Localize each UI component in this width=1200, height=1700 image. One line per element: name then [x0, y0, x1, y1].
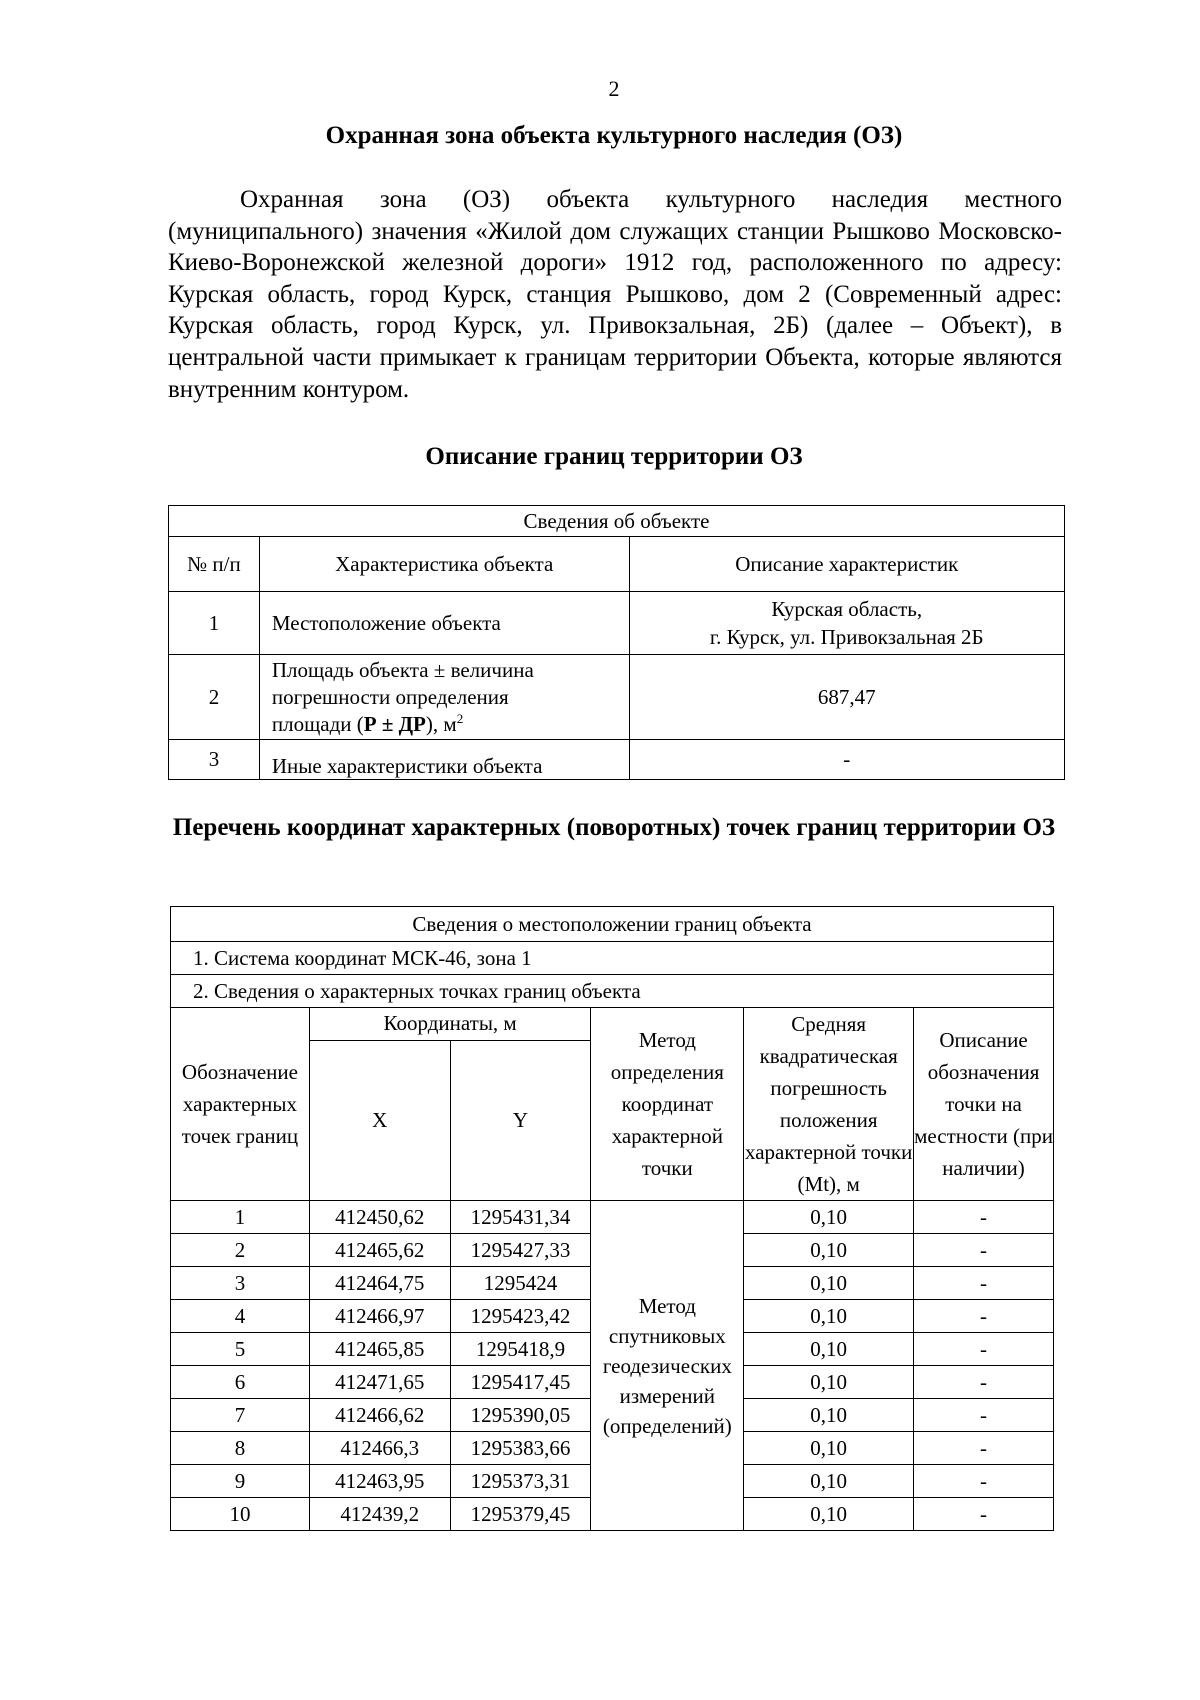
point-x: 412466,62	[309, 1399, 450, 1432]
point-description: -	[914, 1366, 1054, 1399]
point-x: 412439,2	[309, 1498, 450, 1531]
point-y: 1295427,33	[450, 1234, 591, 1267]
point-x: 412465,62	[309, 1234, 450, 1267]
point-y: 1295390,05	[450, 1399, 591, 1432]
header-characteristic: Характеристика объекта	[259, 537, 629, 592]
header-point-description: Описание обозначения точки на местности (при наличии)	[914, 1008, 1054, 1201]
point-number: 7	[171, 1399, 310, 1432]
point-description: -	[914, 1432, 1054, 1465]
point-description: -	[914, 1465, 1054, 1498]
point-description: -	[914, 1399, 1054, 1432]
intro-paragraph	[168, 184, 1062, 405]
object-row-area	[169, 655, 1065, 740]
point-number: 9	[171, 1465, 310, 1498]
coords-system-row	[171, 942, 1054, 975]
location-line-1: Курская область,	[771, 597, 923, 621]
point-error: 0,10	[744, 1267, 914, 1300]
header-y: Y	[450, 1040, 591, 1200]
location-line-2: г. Курск, ул. Привокзальная 2Б	[709, 625, 984, 649]
point-description: -	[914, 1234, 1054, 1267]
point-y: 1295417,45	[450, 1366, 591, 1399]
coords-caption-row	[171, 907, 1054, 942]
point-error: 0,10	[744, 1366, 914, 1399]
row-number: 1	[169, 592, 260, 655]
point-x: 412471,65	[309, 1366, 450, 1399]
header-coordinates: Координаты, м	[309, 1008, 591, 1041]
object-row-other	[169, 740, 1065, 780]
point-number: 3	[171, 1267, 310, 1300]
object-row-location	[169, 592, 1065, 655]
point-x: 412450,62	[309, 1201, 450, 1234]
point-x: 412464,75	[309, 1267, 450, 1300]
point-number: 1	[171, 1201, 310, 1234]
point-method: Метод спутниковых геодезических измерений (определений)	[591, 1201, 744, 1531]
section-title-boundaries: Описание границ территории ОЗ	[425, 443, 803, 470]
point-x: 412466,3	[309, 1432, 450, 1465]
coords-points-caption-row	[171, 975, 1054, 1008]
area-unit-superscript: 2	[456, 710, 464, 726]
area-label-prefix: площади (	[271, 711, 364, 736]
header-x: X	[309, 1040, 450, 1200]
point-error: 0,10	[744, 1333, 914, 1366]
point-y: 1295379,45	[450, 1498, 591, 1531]
area-label-suffix: ), м	[425, 711, 457, 736]
point-x: 412463,95	[309, 1465, 450, 1498]
section-title-coordinates: Перечень координат характерных (поворотных) точек границ территории ОЗ	[172, 814, 1056, 841]
coords-header-row-1	[171, 1008, 1054, 1041]
area-label-line-3	[272, 711, 629, 738]
point-description: -	[914, 1300, 1054, 1333]
point-y: 1295373,31	[450, 1465, 591, 1498]
area-label-line-1: Площадь объекта ± величина	[271, 657, 534, 682]
object-info-table	[168, 505, 1065, 780]
points-caption: 2. Сведения о характерных точках границ объекта	[171, 975, 1054, 1008]
point-y: 1295431,34	[450, 1201, 591, 1234]
row-number: 3	[169, 740, 260, 780]
point-y: 1295418,9	[450, 1333, 591, 1366]
point-error: 0,10	[744, 1399, 914, 1432]
object-table-header-row	[169, 537, 1065, 592]
header-description: Описание характеристик	[629, 537, 1064, 592]
header-method: Метод определения координат характерной точки	[591, 1008, 744, 1201]
point-x: 412465,85	[309, 1333, 450, 1366]
point-y: 1295424	[450, 1267, 591, 1300]
area-label-line-2: погрешности определения	[271, 684, 509, 709]
object-table-caption: Сведения об объекте	[169, 506, 1065, 537]
coords-table-caption: Сведения о местоположении границ объекта	[171, 907, 1054, 942]
point-number: 2	[171, 1234, 310, 1267]
point-description: -	[914, 1498, 1054, 1531]
row-number: 2	[169, 655, 260, 740]
point-number: 10	[171, 1498, 310, 1531]
point-number: 6	[171, 1366, 310, 1399]
point-number: 4	[171, 1300, 310, 1333]
point-description: -	[914, 1201, 1054, 1234]
point-error: 0,10	[744, 1300, 914, 1333]
coordinate-system: 1. Система координат МСК-46, зона 1	[171, 942, 1054, 975]
section-title-protection-zone: Охранная зона объекта культурного наследия (ОЗ)	[325, 122, 903, 149]
header-error: Средняя квадратическая погрешность положения характерной точки (Mt), м	[744, 1008, 914, 1201]
row-value	[629, 592, 1064, 655]
row-value: 687,47	[629, 655, 1064, 740]
row-label: Местоположение объекта	[259, 592, 629, 655]
coords-body	[171, 1201, 1054, 1531]
row-label: Иные характеристики объекта	[259, 740, 629, 780]
point-y: 1295423,42	[450, 1300, 591, 1333]
intro-paragraph-text: Охранная зона (ОЗ) объекта культурного наследия местного (муниципального) значения «Жилой дом служащих станции Рышково Московско-Киево-Воронежской железной дороги» 1912 год, расположенного по адресу: Курская область, город Курск, станция Рышково, дом 2 (Современный адрес: Курская область, город Курск, ул. Привокзальная, 2Б) (далее – Объект), в центральной части примыкает к границам территории Объекта, которые являются внутренним контуром.	[168, 186, 1062, 403]
area-formula: Р ± ДР	[363, 711, 426, 736]
point-description: -	[914, 1267, 1054, 1300]
header-num: № п/п	[169, 537, 260, 592]
object-table-caption-row	[169, 506, 1065, 537]
point-error: 0,10	[744, 1498, 914, 1531]
row-value: -	[629, 740, 1064, 780]
point-error: 0,10	[744, 1465, 914, 1498]
point-error: 0,10	[744, 1201, 914, 1234]
row-label	[259, 655, 629, 740]
point-number: 8	[171, 1432, 310, 1465]
point-description: -	[914, 1333, 1054, 1366]
page-number: 2	[608, 76, 620, 101]
point-number: 5	[171, 1333, 310, 1366]
point-y: 1295383,66	[450, 1432, 591, 1465]
header-designation: Обозначение характерных точек границ	[171, 1008, 310, 1201]
point-x: 412466,97	[309, 1300, 450, 1333]
coords-point-row	[171, 1201, 1054, 1234]
point-error: 0,10	[744, 1234, 914, 1267]
point-error: 0,10	[744, 1432, 914, 1465]
coordinates-table	[170, 906, 1054, 1531]
